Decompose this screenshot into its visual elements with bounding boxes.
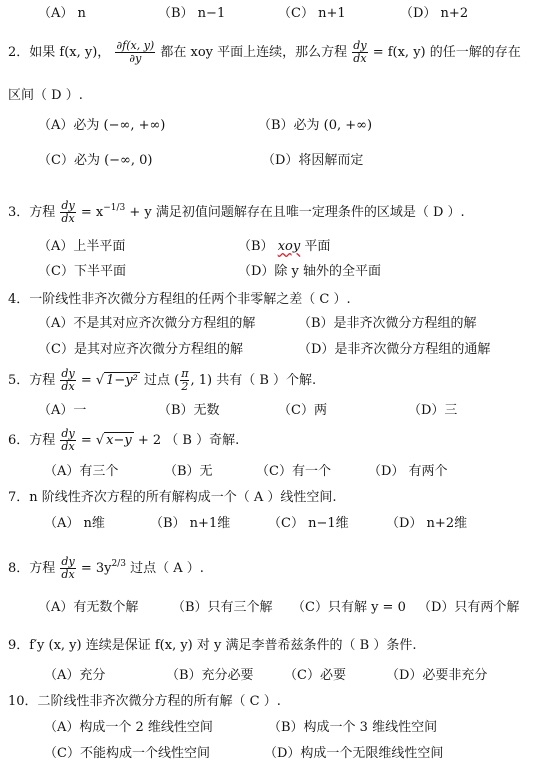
q6-stem: 6．方程 $\frac{dy}{dx}$ = √ x−y + 2 （ B ）奇解. [8, 427, 240, 453]
q2-option-a: （A）必为 (−∞, +∞) [38, 118, 166, 133]
q5-stem: 5．方程 $\frac{dy}{dx}$ = √ 1−y² 过点 ( $\frac{\pi}{2}$ , 1) 共有（ B ）个解. [8, 367, 317, 393]
q4-option-b: （B）是非齐次微分方程组的解 [298, 316, 477, 331]
q9-option-d: （D）必要非充分 [386, 668, 488, 683]
q2-stem-cont: 区间（ D ）. [8, 88, 83, 103]
q8-option-b: （B）只有三个解 [172, 600, 273, 615]
q7-option-c: （C） n−1维 [268, 516, 349, 531]
q7-stem: 7．n 阶线性齐次方程的所有解构成一个（ A ）线性空间. [8, 490, 337, 505]
q10-option-a: （A）构成一个 2 维线性空间 [44, 720, 213, 735]
q10-option-d: （D）构成一个无限维线性空间 [264, 746, 444, 761]
q9-option-a: （A）充分 [44, 668, 106, 683]
q3-option-a: （A）上半平面 [38, 239, 126, 254]
q3-dy-dx: $\frac{dy}{dx}$ [61, 199, 75, 225]
q2-stem: 2．如果 f(x, y)， $\frac{\partial f(x, y)}{\partial y}$ 都在 xoy 平面上连续，那么方程 $\frac{dy}{dx}$ = f(x, y) 的任一解的存在 [8, 39, 521, 65]
q3-stem: 3．方程 $\frac{dy}{dx}$ = $x^{-1/3} + y$ 满足初值问题解存在且唯一定理条件的区域是（ D ）. [8, 199, 465, 225]
q5-pi-over-2: $\frac{\pi}{2}$ [181, 367, 189, 393]
q4-stem: 4．一阶线性非齐次微分方程组的任两个非零解之差（ C ）. [8, 292, 351, 307]
q4-option-d: （D）是非齐次微分方程组的通解 [298, 342, 491, 357]
q6-dy-dx: $\frac{dy}{dx}$ [61, 427, 75, 453]
q9-stem: 9．f′y (x, y) 连续是保证 f(x, y) 对 y 满足李普希兹条件的（ B ）条件. [8, 638, 417, 653]
q8-stem: 8．方程 $\frac{dy}{dx}$ = $3y^{2/3}$ 过点（ A ）. [8, 555, 204, 581]
q5-option-d: （D）三 [408, 403, 458, 418]
q6-option-d: （D） 有两个 [368, 464, 448, 479]
q8-option-a: （A）有无数个解 [38, 600, 139, 615]
q1-option-a: （A） n [38, 6, 86, 21]
q10-option-b: （B）构成一个 3 维线性空间 [268, 720, 438, 735]
q10-stem: 10．二阶线性非齐次微分方程的所有解（ C ）. [8, 694, 281, 709]
q6-option-b: （B）无 [164, 464, 213, 479]
q8-dy-dx: $\frac{dy}{dx}$ [61, 555, 75, 581]
q4-option-c: （C）是其对应齐次微分方程组的解 [38, 342, 243, 357]
q5-option-b: （B）无数 [158, 403, 220, 418]
q7-option-b: （B） n+1维 [150, 516, 231, 531]
q10-option-c: （C）不能构成一个线性空间 [44, 746, 210, 761]
q2-option-d: （D）将因解而定 [262, 153, 364, 168]
q5-option-a: （A）一 [38, 403, 87, 418]
q6-option-c: （C）有一个 [256, 464, 331, 479]
q5-option-c: （C）两 [278, 403, 327, 418]
q2-option-c: （C）必为 (−∞, 0) [38, 153, 153, 168]
q1-option-d: （D） n+2 [400, 6, 469, 21]
q7-option-a: （A） n维 [44, 516, 105, 531]
q5-dy-dx: $\frac{dy}{dx}$ [61, 367, 75, 393]
q7-option-d: （D） n+2维 [386, 516, 468, 531]
q3-option-d: （D）除 y 轴外的全平面 [238, 264, 382, 279]
q8-option-c: （C）只有解 y = 0 [292, 600, 406, 615]
q8-option-d: （D）只有两个解 [418, 600, 520, 615]
q2-dy-dx: $\frac{dy}{dx}$ [353, 39, 367, 65]
q1-option-b: （B） n−1 [158, 6, 226, 21]
q2-partial-fraction: $\frac{\partial f(x, y)}{\partial y}$ [116, 39, 155, 65]
q4-option-a: （A）不是其对应齐次微分方程组的解 [38, 316, 256, 331]
q3-option-c: （C）下半平面 [38, 264, 126, 279]
q1-option-c: （C） n+1 [278, 6, 346, 21]
q6-option-a: （A）有三个 [44, 464, 119, 479]
q9-option-c: （C）必要 [284, 668, 346, 683]
q9-option-b: （B）充分必要 [166, 668, 254, 683]
q3-option-b: （B） xoy 平面 [238, 239, 331, 254]
q2-option-b: （B）必为 (0, +∞) [258, 118, 373, 133]
